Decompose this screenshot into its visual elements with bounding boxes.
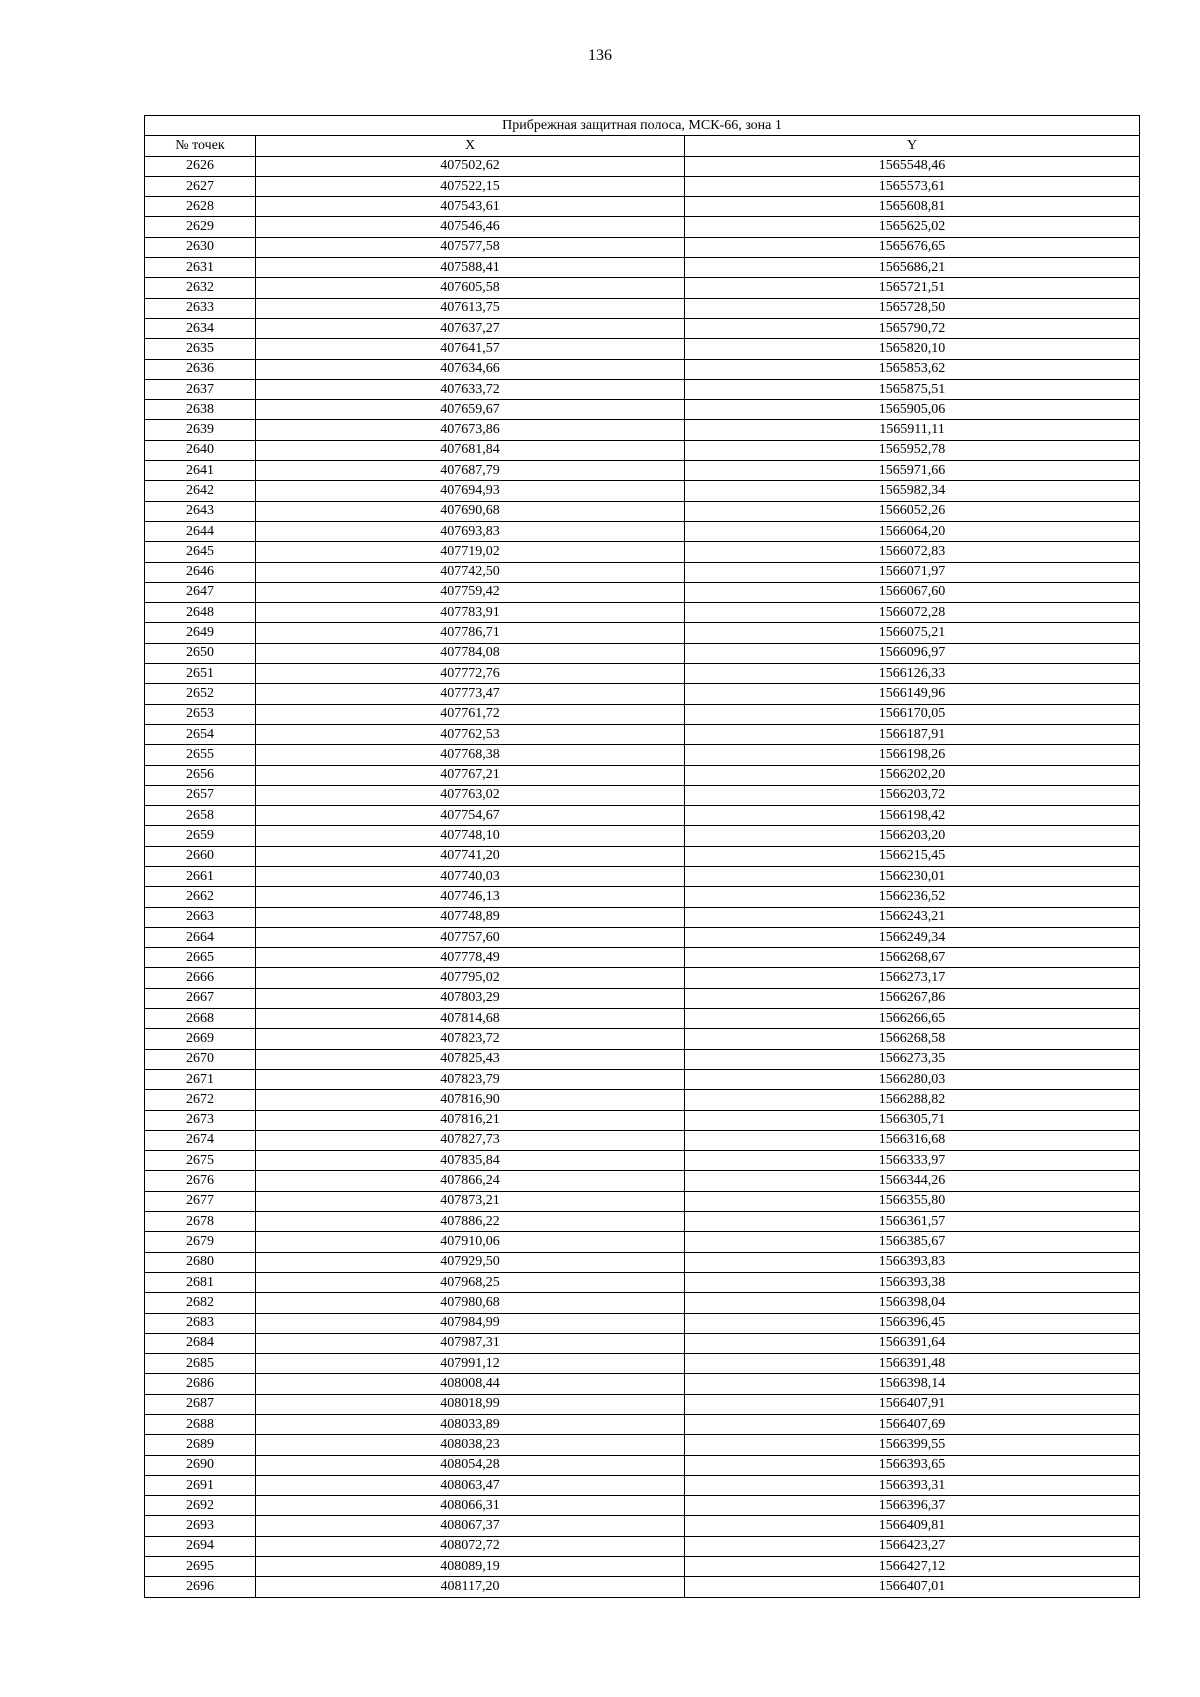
cell-x: 407823,79	[256, 1069, 685, 1089]
cell-point-number: 2676	[145, 1171, 256, 1191]
cell-x: 408008,44	[256, 1374, 685, 1394]
cell-x: 407637,27	[256, 318, 685, 338]
cell-point-number: 2684	[145, 1333, 256, 1353]
cell-x: 408072,72	[256, 1536, 685, 1556]
table-row	[145, 501, 1140, 521]
table-row	[145, 684, 1140, 704]
cell-y: 1566288,82	[685, 1090, 1140, 1110]
cell-point-number: 2648	[145, 603, 256, 623]
table-row	[145, 318, 1140, 338]
cell-point-number: 2686	[145, 1374, 256, 1394]
table-row	[145, 1049, 1140, 1069]
cell-point-number: 2635	[145, 339, 256, 359]
cell-point-number: 2642	[145, 481, 256, 501]
cell-x: 407546,46	[256, 217, 685, 237]
cell-point-number: 2627	[145, 176, 256, 196]
cell-x: 407673,86	[256, 420, 685, 440]
table-row	[145, 664, 1140, 684]
cell-point-number: 2639	[145, 420, 256, 440]
cell-y: 1565971,66	[685, 461, 1140, 481]
table-row	[145, 1252, 1140, 1272]
cell-y: 1566243,21	[685, 907, 1140, 927]
cell-x: 407641,57	[256, 339, 685, 359]
cell-x: 407690,68	[256, 501, 685, 521]
cell-point-number: 2644	[145, 521, 256, 541]
cell-y: 1566273,35	[685, 1049, 1140, 1069]
table-row	[145, 278, 1140, 298]
cell-x: 408089,19	[256, 1557, 685, 1577]
cell-point-number: 2640	[145, 440, 256, 460]
cell-y: 1566249,34	[685, 927, 1140, 947]
table-row	[145, 481, 1140, 501]
cell-x: 407761,72	[256, 704, 685, 724]
cell-point-number: 2629	[145, 217, 256, 237]
cell-x: 407740,03	[256, 866, 685, 886]
cell-x: 407613,75	[256, 298, 685, 318]
cell-x: 407659,67	[256, 400, 685, 420]
cell-y: 1566267,86	[685, 988, 1140, 1008]
cell-point-number: 2677	[145, 1191, 256, 1211]
cell-x: 407991,12	[256, 1354, 685, 1374]
cell-point-number: 2634	[145, 318, 256, 338]
table-row	[145, 948, 1140, 968]
cell-x: 408054,28	[256, 1455, 685, 1475]
table-row	[145, 1151, 1140, 1171]
table-row	[145, 1009, 1140, 1029]
cell-point-number: 2652	[145, 684, 256, 704]
cell-point-number: 2685	[145, 1354, 256, 1374]
table-row	[145, 1557, 1140, 1577]
cell-y: 1566391,48	[685, 1354, 1140, 1374]
cell-y: 1565686,21	[685, 258, 1140, 278]
table-row	[145, 1394, 1140, 1414]
table-row	[145, 562, 1140, 582]
cell-y: 1566396,37	[685, 1496, 1140, 1516]
cell-x: 408033,89	[256, 1415, 685, 1435]
cell-x: 407823,72	[256, 1029, 685, 1049]
cell-point-number: 2626	[145, 156, 256, 176]
table-row	[145, 1496, 1140, 1516]
cell-y: 1566064,20	[685, 521, 1140, 541]
cell-x: 407984,99	[256, 1313, 685, 1333]
cell-y: 1566398,14	[685, 1374, 1140, 1394]
table-row	[145, 1232, 1140, 1252]
cell-x: 407741,20	[256, 846, 685, 866]
cell-y: 1565790,72	[685, 318, 1140, 338]
cell-x: 407694,93	[256, 481, 685, 501]
cell-x: 407605,58	[256, 278, 685, 298]
table-row	[145, 400, 1140, 420]
cell-y: 1566407,91	[685, 1394, 1140, 1414]
cell-y: 1566236,52	[685, 887, 1140, 907]
cell-point-number: 2682	[145, 1293, 256, 1313]
table-row	[145, 1455, 1140, 1475]
table-row	[145, 237, 1140, 257]
table-row	[145, 440, 1140, 460]
table-row	[145, 359, 1140, 379]
cell-point-number: 2647	[145, 582, 256, 602]
cell-point-number: 2669	[145, 1029, 256, 1049]
cell-x: 407763,02	[256, 785, 685, 805]
table-row	[145, 1090, 1140, 1110]
header-point-number: № точек	[145, 136, 256, 156]
cell-y: 1565820,10	[685, 339, 1140, 359]
cell-x: 407814,68	[256, 1009, 685, 1029]
cell-point-number: 2678	[145, 1212, 256, 1232]
cell-x: 407778,49	[256, 948, 685, 968]
cell-point-number: 2650	[145, 643, 256, 663]
cell-point-number: 2671	[145, 1069, 256, 1089]
cell-x: 407866,24	[256, 1171, 685, 1191]
cell-y: 1566071,97	[685, 562, 1140, 582]
cell-x: 408066,31	[256, 1496, 685, 1516]
cell-y: 1565625,02	[685, 217, 1140, 237]
cell-point-number: 2667	[145, 988, 256, 1008]
cell-y: 1566052,26	[685, 501, 1140, 521]
cell-x: 407767,21	[256, 765, 685, 785]
cell-point-number: 2672	[145, 1090, 256, 1110]
table-row	[145, 1475, 1140, 1495]
table-row	[145, 907, 1140, 927]
table-row	[145, 1212, 1140, 1232]
cell-y: 1566361,57	[685, 1212, 1140, 1232]
cell-x: 407719,02	[256, 542, 685, 562]
cell-point-number: 2656	[145, 765, 256, 785]
cell-y: 1566096,97	[685, 643, 1140, 663]
cell-point-number: 2664	[145, 927, 256, 947]
cell-y: 1566203,20	[685, 826, 1140, 846]
cell-y: 1566075,21	[685, 623, 1140, 643]
cell-y: 1565905,06	[685, 400, 1140, 420]
cell-y: 1565911,11	[685, 420, 1140, 440]
cell-y: 1566280,03	[685, 1069, 1140, 1089]
table-row	[145, 1354, 1140, 1374]
table-row	[145, 643, 1140, 663]
cell-point-number: 2638	[145, 400, 256, 420]
cell-point-number: 2655	[145, 745, 256, 765]
cell-point-number: 2660	[145, 846, 256, 866]
cell-point-number: 2651	[145, 664, 256, 684]
cell-point-number: 2673	[145, 1110, 256, 1130]
cell-x: 408117,20	[256, 1577, 685, 1597]
cell-y: 1566170,05	[685, 704, 1140, 724]
table-row	[145, 785, 1140, 805]
cell-x: 407886,22	[256, 1212, 685, 1232]
cell-y: 1565853,62	[685, 359, 1140, 379]
cell-y: 1566396,45	[685, 1313, 1140, 1333]
table-row	[145, 379, 1140, 399]
cell-x: 407633,72	[256, 379, 685, 399]
table-row	[145, 866, 1140, 886]
table-row	[145, 968, 1140, 988]
cell-y: 1566230,01	[685, 866, 1140, 886]
cell-point-number: 2675	[145, 1151, 256, 1171]
table-row	[145, 461, 1140, 481]
table-row	[145, 623, 1140, 643]
cell-point-number: 2692	[145, 1496, 256, 1516]
table-row	[145, 1374, 1140, 1394]
cell-y: 1566198,26	[685, 745, 1140, 765]
table-row	[145, 258, 1140, 278]
table-row	[145, 582, 1140, 602]
cell-x: 407748,89	[256, 907, 685, 927]
cell-y: 1565548,46	[685, 156, 1140, 176]
cell-x: 407980,68	[256, 1293, 685, 1313]
table-row	[145, 1130, 1140, 1150]
cell-x: 407687,79	[256, 461, 685, 481]
cell-x: 407768,38	[256, 745, 685, 765]
cell-x: 407784,08	[256, 643, 685, 663]
cell-y: 1566393,83	[685, 1252, 1140, 1272]
cell-x: 407502,62	[256, 156, 685, 176]
cell-y: 1566126,33	[685, 664, 1140, 684]
table-row	[145, 806, 1140, 826]
cell-point-number: 2633	[145, 298, 256, 318]
table-row	[145, 1191, 1140, 1211]
cell-x: 407825,43	[256, 1049, 685, 1069]
table-head	[145, 116, 1140, 157]
cell-x: 407827,73	[256, 1130, 685, 1150]
cell-point-number: 2632	[145, 278, 256, 298]
cell-x: 407835,84	[256, 1151, 685, 1171]
table-row	[145, 1069, 1140, 1089]
table-row	[145, 1333, 1140, 1353]
cell-point-number: 2688	[145, 1415, 256, 1435]
cell-x: 407754,67	[256, 806, 685, 826]
cell-point-number: 2666	[145, 968, 256, 988]
coordinates-table	[144, 115, 1140, 1598]
cell-y: 1565952,78	[685, 440, 1140, 460]
cell-y: 1565875,51	[685, 379, 1140, 399]
table-row	[145, 1516, 1140, 1536]
cell-point-number: 2646	[145, 562, 256, 582]
cell-x: 407757,60	[256, 927, 685, 947]
cell-y: 1566385,67	[685, 1232, 1140, 1252]
cell-point-number: 2689	[145, 1435, 256, 1455]
table-row	[145, 542, 1140, 562]
cell-x: 407748,10	[256, 826, 685, 846]
cell-y: 1566268,67	[685, 948, 1140, 968]
table-row	[145, 420, 1140, 440]
header-x: X	[256, 136, 685, 156]
cell-y: 1566072,28	[685, 603, 1140, 623]
table-row	[145, 197, 1140, 217]
cell-y: 1566355,80	[685, 1191, 1140, 1211]
cell-y: 1565676,65	[685, 237, 1140, 257]
cell-point-number: 2658	[145, 806, 256, 826]
cell-point-number: 2662	[145, 887, 256, 907]
table-row	[145, 1536, 1140, 1556]
cell-x: 407873,21	[256, 1191, 685, 1211]
table-row	[145, 1415, 1140, 1435]
table-row	[145, 1577, 1140, 1597]
cell-point-number: 2657	[145, 785, 256, 805]
cell-y: 1566273,17	[685, 968, 1140, 988]
cell-point-number: 2665	[145, 948, 256, 968]
cell-y: 1566266,65	[685, 1009, 1140, 1029]
cell-y: 1566409,81	[685, 1516, 1140, 1536]
table-body	[145, 156, 1140, 1597]
table-row	[145, 1435, 1140, 1455]
cell-x: 407773,47	[256, 684, 685, 704]
table-row	[145, 826, 1140, 846]
cell-x: 407968,25	[256, 1272, 685, 1292]
table-row	[145, 724, 1140, 744]
cell-y: 1566393,38	[685, 1272, 1140, 1292]
cell-point-number: 2668	[145, 1009, 256, 1029]
cell-x: 407987,31	[256, 1333, 685, 1353]
cell-x: 407910,06	[256, 1232, 685, 1252]
cell-point-number: 2693	[145, 1516, 256, 1536]
cell-y: 1565608,81	[685, 197, 1140, 217]
cell-y: 1565728,50	[685, 298, 1140, 318]
cell-x: 407577,58	[256, 237, 685, 257]
table-row	[145, 1272, 1140, 1292]
cell-point-number: 2691	[145, 1475, 256, 1495]
cell-x: 407759,42	[256, 582, 685, 602]
cell-x: 408018,99	[256, 1394, 685, 1414]
cell-x: 407746,13	[256, 887, 685, 907]
cell-x: 407803,29	[256, 988, 685, 1008]
cell-point-number: 2631	[145, 258, 256, 278]
cell-y: 1566399,55	[685, 1435, 1140, 1455]
cell-point-number: 2683	[145, 1313, 256, 1333]
cell-x: 407816,21	[256, 1110, 685, 1130]
cell-y: 1566268,58	[685, 1029, 1140, 1049]
cell-y: 1566187,91	[685, 724, 1140, 744]
cell-point-number: 2663	[145, 907, 256, 927]
table-row	[145, 988, 1140, 1008]
table-row	[145, 887, 1140, 907]
table-title: Прибрежная защитная полоса, МСК-66, зона 1	[145, 116, 1140, 136]
cell-x: 407786,71	[256, 623, 685, 643]
cell-x: 407693,83	[256, 521, 685, 541]
cell-y: 1566407,69	[685, 1415, 1140, 1435]
cell-y: 1565721,51	[685, 278, 1140, 298]
cell-point-number: 2696	[145, 1577, 256, 1597]
cell-x: 408063,47	[256, 1475, 685, 1495]
table-row	[145, 927, 1140, 947]
table-row	[145, 339, 1140, 359]
cell-x: 407588,41	[256, 258, 685, 278]
cell-point-number: 2695	[145, 1557, 256, 1577]
cell-x: 407762,53	[256, 724, 685, 744]
cell-y: 1566067,60	[685, 582, 1140, 602]
cell-x: 407795,02	[256, 968, 685, 988]
cell-y: 1566344,26	[685, 1171, 1140, 1191]
cell-x: 407522,15	[256, 176, 685, 196]
cell-point-number: 2654	[145, 724, 256, 744]
table-row	[145, 1293, 1140, 1313]
cell-y: 1566149,96	[685, 684, 1140, 704]
cell-point-number: 2643	[145, 501, 256, 521]
cell-y: 1566072,83	[685, 542, 1140, 562]
table-header-row	[145, 136, 1140, 156]
cell-y: 1566407,01	[685, 1577, 1140, 1597]
cell-point-number: 2641	[145, 461, 256, 481]
cell-y: 1566203,72	[685, 785, 1140, 805]
cell-point-number: 2680	[145, 1252, 256, 1272]
cell-point-number: 2681	[145, 1272, 256, 1292]
table-row	[145, 704, 1140, 724]
table-row	[145, 1029, 1140, 1049]
cell-point-number: 2674	[145, 1130, 256, 1150]
cell-point-number: 2690	[145, 1455, 256, 1475]
table-row	[145, 765, 1140, 785]
cell-point-number: 2653	[145, 704, 256, 724]
cell-point-number: 2628	[145, 197, 256, 217]
cell-x: 407772,76	[256, 664, 685, 684]
cell-point-number: 2630	[145, 237, 256, 257]
cell-y: 1565573,61	[685, 176, 1140, 196]
table-row	[145, 1171, 1140, 1191]
cell-point-number: 2694	[145, 1536, 256, 1556]
cell-point-number: 2645	[145, 542, 256, 562]
cell-y: 1566393,65	[685, 1455, 1140, 1475]
cell-x: 407681,84	[256, 440, 685, 460]
table-row	[145, 603, 1140, 623]
table-title-row	[145, 116, 1140, 136]
cell-y: 1566198,42	[685, 806, 1140, 826]
table-row	[145, 1313, 1140, 1333]
cell-y: 1566393,31	[685, 1475, 1140, 1495]
cell-x: 407543,61	[256, 197, 685, 217]
cell-y: 1566215,45	[685, 846, 1140, 866]
cell-point-number: 2659	[145, 826, 256, 846]
cell-x: 408038,23	[256, 1435, 685, 1455]
table-row	[145, 521, 1140, 541]
table-row	[145, 217, 1140, 237]
table-row	[145, 1110, 1140, 1130]
cell-y: 1565982,34	[685, 481, 1140, 501]
cell-x: 407929,50	[256, 1252, 685, 1272]
table-row	[145, 745, 1140, 765]
cell-point-number: 2649	[145, 623, 256, 643]
cell-y: 1566423,27	[685, 1536, 1140, 1556]
cell-point-number: 2679	[145, 1232, 256, 1252]
cell-point-number: 2687	[145, 1394, 256, 1414]
cell-x: 407742,50	[256, 562, 685, 582]
cell-y: 1566391,64	[685, 1333, 1140, 1353]
table-row	[145, 176, 1140, 196]
cell-point-number: 2637	[145, 379, 256, 399]
cell-point-number: 2670	[145, 1049, 256, 1069]
table-row	[145, 156, 1140, 176]
cell-point-number: 2636	[145, 359, 256, 379]
cell-y: 1566202,20	[685, 765, 1140, 785]
cell-x: 407634,66	[256, 359, 685, 379]
header-y: Y	[685, 136, 1140, 156]
cell-y: 1566305,71	[685, 1110, 1140, 1130]
table-row	[145, 846, 1140, 866]
cell-x: 407816,90	[256, 1090, 685, 1110]
cell-y: 1566427,12	[685, 1557, 1140, 1577]
cell-y: 1566316,68	[685, 1130, 1140, 1150]
cell-x: 407783,91	[256, 603, 685, 623]
cell-y: 1566398,04	[685, 1293, 1140, 1313]
page-number: 136	[588, 47, 612, 64]
table-row	[145, 298, 1140, 318]
cell-point-number: 2661	[145, 866, 256, 886]
cell-y: 1566333,97	[685, 1151, 1140, 1171]
cell-x: 408067,37	[256, 1516, 685, 1536]
